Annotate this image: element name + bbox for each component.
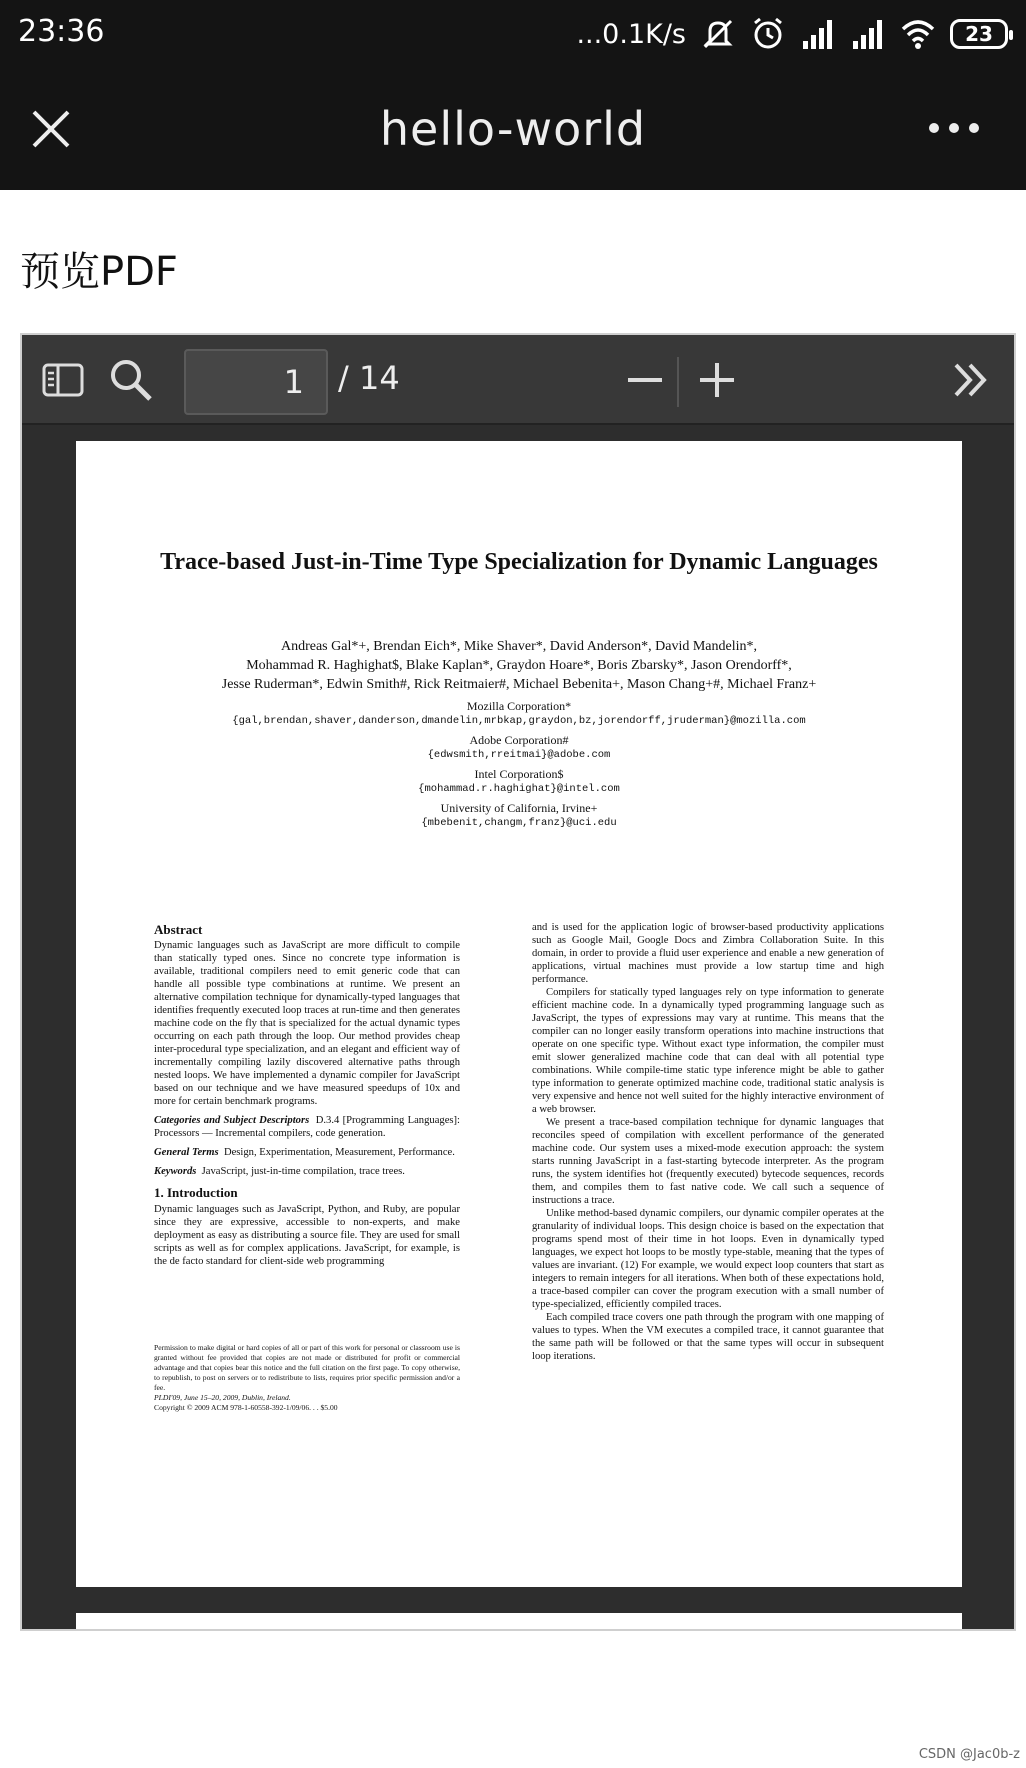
author-line: Jesse Ruderman*, Edwin Smith#, Rick Reitmaier#, Michael Bebenita+, Mason Chang+#, Michael Franz+ xyxy=(221,677,817,692)
double-chevron-right-icon[interactable] xyxy=(948,357,994,403)
paragraph: and is used for the application logic of browser-based productivity applications such as Google Mail, Google Docs and Zimbra Collaboration Suite. In this domain, in order to provide a fluid user experience and enable a new generation of applications, virtual machines must provide a low startup time and high performance. xyxy=(532,922,884,985)
paragraph: We present a trace-based compilation technique for dynamic languages that reconciles speed of compilation with excellent performance of the generated machine code. Our system uses a mixed-mode execution approach: the system starts running JavaScript in a fast-starting bytecode interpreter. As the program runs, the system identifies hot (frequently executed) bytecode sequences, records them, and compiles them to fast native code. We call such a sequence of instructions a trace. xyxy=(532,1117,884,1206)
affiliation: University of California, Irvine+ {mbebenit,changm,franz}@uci.edu xyxy=(421,801,617,829)
signal-icon xyxy=(850,17,886,51)
intro-heading: 1. Introduction xyxy=(154,1185,238,1200)
status-time: 23:36 xyxy=(18,14,105,49)
zoom-out-icon[interactable] xyxy=(622,357,668,403)
battery-icon: 23 xyxy=(950,19,1008,49)
network-speed: ...0.1K/s xyxy=(576,18,686,50)
zoom-in-icon[interactable] xyxy=(694,357,740,403)
search-icon[interactable] xyxy=(108,357,154,403)
app-title: hello-world xyxy=(379,102,647,156)
paragraph: Unlike method-based dynamic compilers, our dynamic compiler operates at the granularity of individual loops. This design choice is based on the expectation that programs spend most of their time in hot loops. Even in dynamically typed languages, we expect hot loops to be mostly type-stable, meaning that the types of values are invariant. (12) For example, we would expect loop counters that start as integers to remain integers for all iterations. When both of these expectations hold, a trace-based compiler can cover the program execution with a small number of type-specialized, efficiently compiled traces. xyxy=(532,1208,884,1310)
signal-icon xyxy=(800,17,836,51)
categories: Categories and Subject Descriptors D.3.4 [Programming Languages]: Processors — Incremental compilers, code generation. xyxy=(154,1115,460,1139)
status-icons xyxy=(576,12,1008,56)
paragraph: Each compiled trace covers one path through the program with one mapping of values to types. When the VM executes a compiled trace, it cannot guarantee that the same path will be followed or that the same types will occur in subsequent loop iterations. xyxy=(532,1312,884,1362)
mute-icon xyxy=(700,17,736,51)
app-bar xyxy=(0,68,1026,190)
paragraph: Compilers for statically typed languages rely on type information to generate efficient machine code. In a dynamically typed programming language such as JavaScript, the types of expressions may vary at runtime. This means that the compiler can no longer easily transform operations into machine instructions that operate on one specific type. Without exact type information, the compiler must emit slower generalized machine code that can deal with all potential type combinations. While compile-time static type inference might be able to gather type information to generate optimized machine code, traditional static analysis is very expensive and hence not well suited for the highly interactive environment of a web browser. xyxy=(532,987,884,1115)
author-line: Mohammad R. Haghighat$, Blake Kaplan*, Graydon Hoare*, Boris Zbarsky*, Jason Orendorff*, xyxy=(246,658,792,673)
status-bar xyxy=(0,0,1026,68)
pdf-toolbar xyxy=(22,335,1016,425)
watermark: CSDN @Jac0b-z xyxy=(918,1747,1020,1762)
page-total: / 14 xyxy=(338,359,400,397)
paper-authors xyxy=(106,637,932,694)
left-column xyxy=(154,923,460,1274)
author-line: Andreas Gal*+, Brendan Eich*, Mike Shaver*, David Anderson*, David Mandelin*, xyxy=(280,639,757,654)
page-number-input[interactable]: 1 xyxy=(184,349,328,415)
general-terms: General Terms Design, Experimentation, Measurement, Performance. xyxy=(154,1147,455,1158)
sidebar-toggle-icon[interactable] xyxy=(40,357,86,403)
permission-notice: Permission to make digital or hard copies of all or part of this work for personal or classroom use is granted without fee provided that copies are not made or distributed for profit or commercial advantage and that copies bear this notice and the full citation on the first page. To copy otherwise, to republish, to post on servers or to redistribute to lists, requires prior specific permission and/or a fee. PLDI'09, June 15–20, 2009, Dublin, Ireland. Copyright © 2009 ACM 978-1-60558-392-1/09/06. . . $5.00 xyxy=(154,1343,460,1412)
more-icon[interactable] xyxy=(926,120,982,136)
wifi-icon xyxy=(900,17,936,51)
alarm-icon xyxy=(750,17,786,51)
right-column xyxy=(532,921,884,1363)
paper-title: Trace-based Just-in-Time Type Specialization for Dynamic Languages xyxy=(160,549,878,575)
keywords: Keywords JavaScript, just-in-time compilation, trace trees. xyxy=(154,1166,405,1177)
pdf-page-1 xyxy=(76,441,962,1587)
page-heading: 预览PDF xyxy=(20,249,178,295)
abstract-text: Dynamic languages such as JavaScript are more difficult to compile than statically typed ones. Since no concrete type information is available, traditional compilers need to emit generic code that can handle all possible type combinations at runtime. We present an alternative compilation technique for dynamically-typed languages that identifies frequently executed loop traces at run-time and then generates machine code on the fly that is specialized for the actual dynamic types occurring on each path through the loop. Our method provides cheap inter-procedural type specialization, and an elegant and efficient way of incrementally compiling lazily discovered alternative paths through nested loops. We have implemented a dynamic compiler for JavaScript based on our technique and we have measured speedups of 10x and more for certain benchmark programs. xyxy=(154,940,460,1107)
pdf-viewer xyxy=(20,333,1016,1631)
intro-text: Dynamic languages such as JavaScript, Python, and Ruby, are popular since they are expressive, accessible to non-experts, and make deployment as easy as distributing a source file. They are used for small scripts as well as for complex applications. JavaScript, for example, is the de facto standard for client-side web programming xyxy=(154,1204,460,1267)
affiliation: Adobe Corporation# {edwsmith,rreitmai}@adobe.com xyxy=(427,733,611,761)
pdf-page-2 xyxy=(76,1613,962,1631)
affiliation: Intel Corporation$ {mohammad.r.haghighat}@intel.com xyxy=(418,767,620,795)
toolbar-separator xyxy=(677,357,679,407)
abstract-heading: Abstract xyxy=(154,922,203,937)
affiliation: Mozilla Corporation* {gal,brendan,shaver,danderson,dmandelin,mrbkap,graydon,bz,jorendorff,jruderman}@mozilla.com xyxy=(232,699,806,727)
